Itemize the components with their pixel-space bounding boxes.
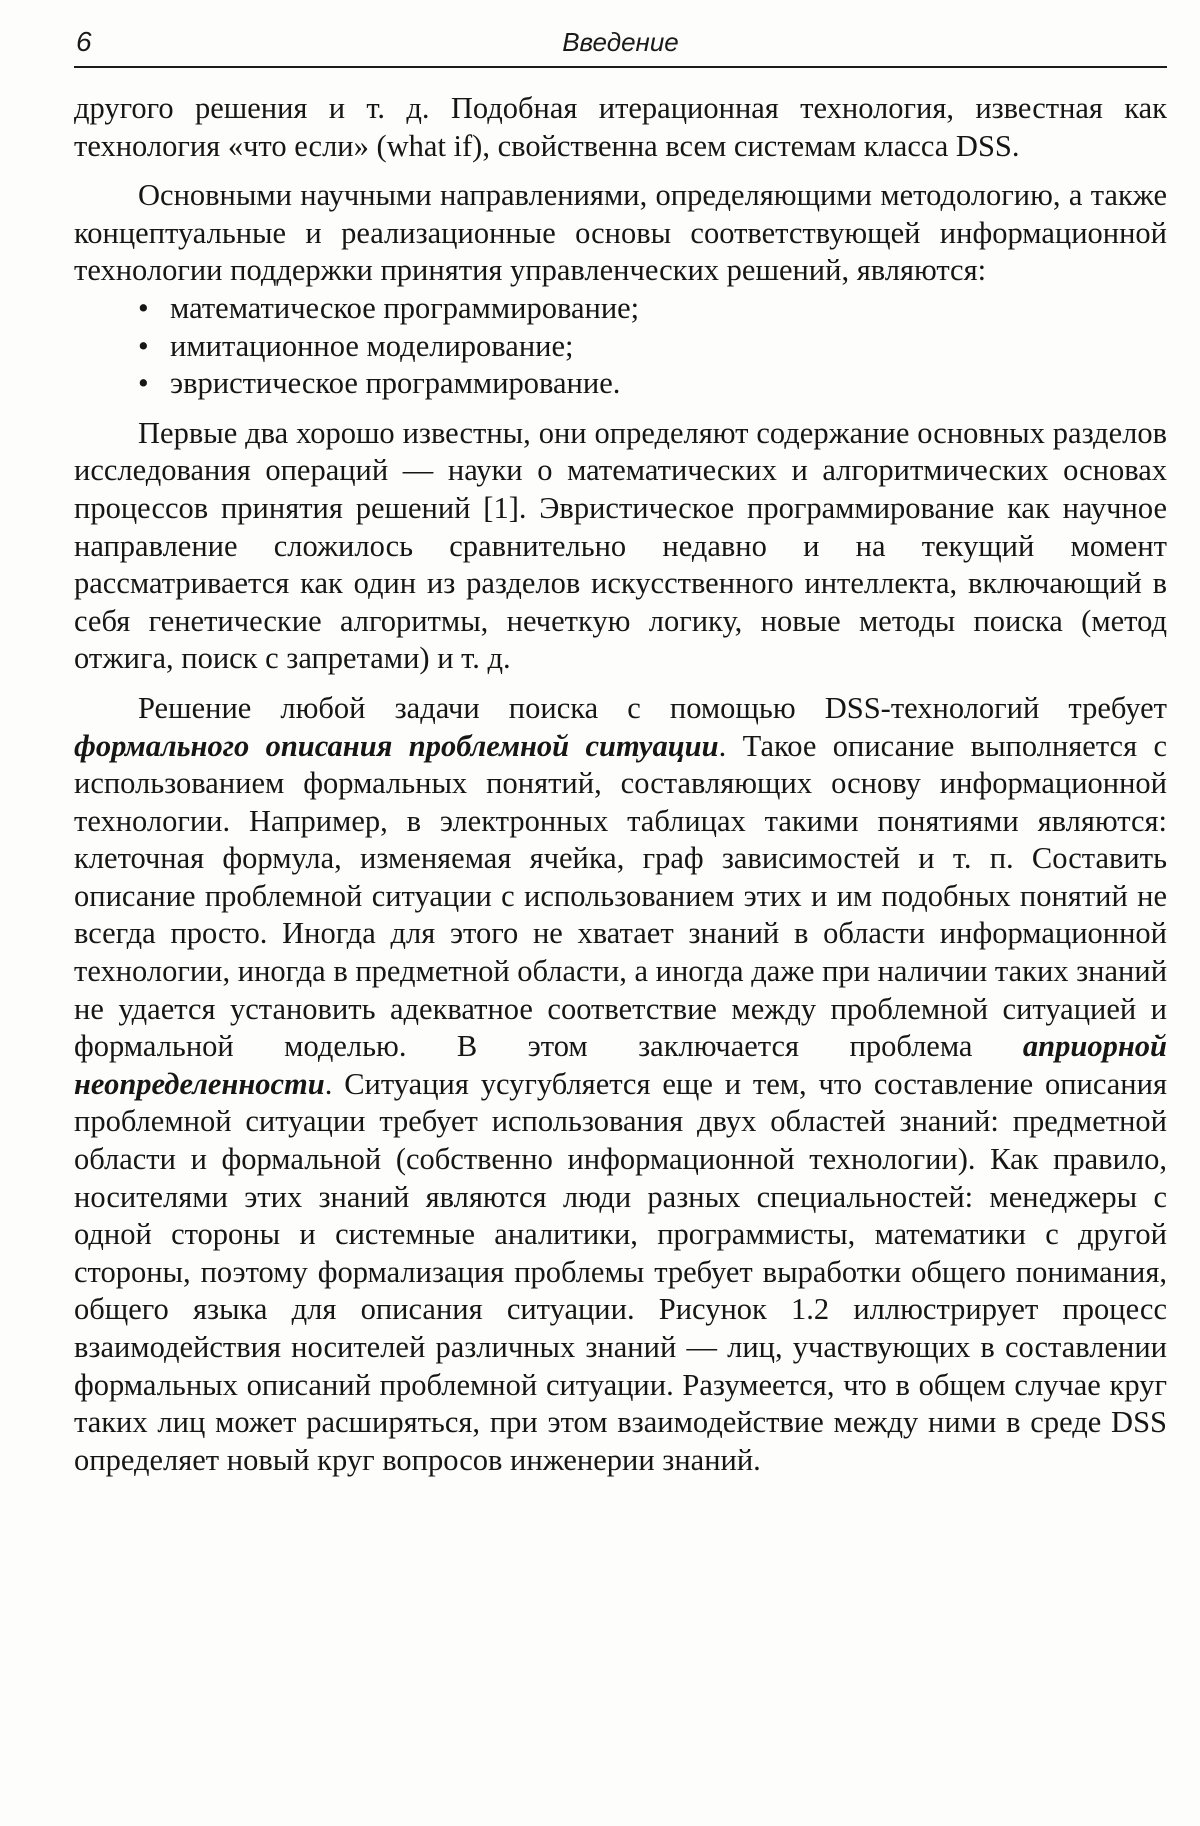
paragraph-formal-description [74,690,1167,1479]
list-item: • эвристическое программирование. [74,365,1167,403]
text-run: Решение любой задачи поиска с помощью DSS-технологий требует [138,690,1167,725]
text-run: . Такое описание выполняется с использованием формальных понятий, составляющих основу информационной технологии. Например, в электронных таблицах такими понятиями являются: клеточная формула, изменяемая ячейка, граф зависимостей и т. п. Составить описание проблемной ситуации с использованием этих и им подобных понятий не всегда просто. Иногда для этого не хватает знаний в области информационной технологии, иногда в предметной области, а иногда даже при наличии таких знаний не удается установить адекватное соответствие между проблемной ситуацией и формальной моделью. В этом заключается проблема [74,728,1168,1064]
running-title: Введение [562,27,679,57]
text-run: . Ситуация усугубляется еще и тем, что составление описания проблемной ситуации требует использования двух областей знаний: предметной области и формальной (собственно информационной технологии). Как правило, носителями этих знаний являются люди разных специальностей: менеджеры с одной стороны и системные аналитики, программисты, математики с другой стороны, поэтому формализация проблемы требует выработки общего понимания, общего языка для описания ситуации. Рисунок 1.2 иллюстрирует процесс взаимодействия носителей различных знаний — лиц, участвующих в составлении формальных описаний проблемной ситуации. Разумеется, что в общем случае круг таких лиц может расширяться, при этом взаимодействие между ними в среде DSS определяет новый круг вопросов инженерии знаний. [74,1066,1167,1477]
list-item: • имитационное моделирование; [74,328,1167,366]
paragraph-directions: Основными научными направлениями, определяющими методологию, а также концептуальные и реализационные основы соответствующей информационной технологии поддержки принятия управленческих решений, являются: [74,178,1167,288]
page-number: 6 [76,26,92,57]
paragraph-continuation: другого решения и т. д. Подобная итерационная технология, известная как технология «что если» (what if), свойственна всем системам класса DSS. [74,91,1167,163]
page-header [74,22,1167,68]
term-a-priori-uncertainty: априорной неопределенности [74,1029,1167,1101]
paragraph-heuristic: Первые два хорошо известны, они определяют содержание основных разделов исследования операций — науки о математических и алгоритмических основах процессов принятия решений [1]. Эвристическое программирование как научное направление сложилось сравнительно недавно и на текущий момент рассматривается как один из разделов искусственного интеллекта, включающий в себя генетические алгоритмы, нечеткую логику, новые методы поиска (метод отжига, поиск с запретами) и т. д. [74,415,1167,676]
body-text [74,90,1167,1479]
term-formal-description: формального описания проблемной ситуации [74,728,719,763]
directions-list [74,290,1167,403]
list-item: • математическое программирование; [74,290,1167,328]
